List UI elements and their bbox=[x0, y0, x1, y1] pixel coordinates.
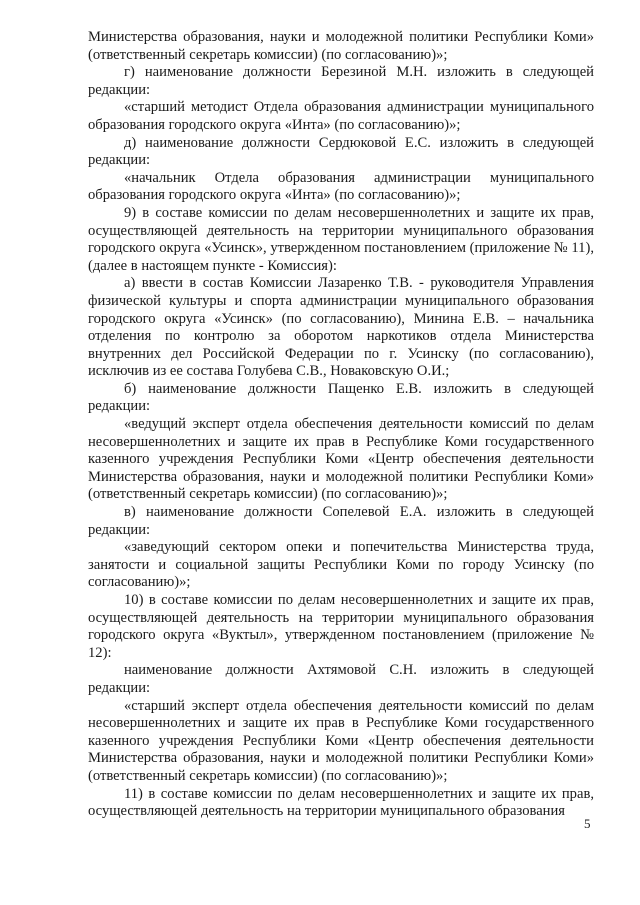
paragraph: в) наименование должности Сопелевой Е.А. изложить в следующей редакции: bbox=[88, 504, 594, 538]
paragraph: «ведущий эксперт отдела обеспечения деятельности комиссий по делам несовершеннолетних и защите их прав в Республике Коми государственного казенного учреждения Республики Коми «Центр обеспечения деятельности Министерства образования, науки и молодежной политики Республики Коми» (ответственный секретарь комиссии) (по согласованию)»; bbox=[88, 416, 594, 503]
paragraph: г) наименование должности Березиной М.Н. изложить в следующей редакции: bbox=[88, 64, 594, 98]
paragraph: «начальник Отдела образования администрации муниципального образования городского округа «Инта» (по согласованию)»; bbox=[88, 169, 594, 204]
paragraph: 10) в составе комиссии по делам несовершеннолетних и защите их прав, осуществляющей деятельность на территории муниципального образования городского округа «Вуктыл», утвержденном постановлением (приложение № 12): bbox=[88, 592, 594, 661]
paragraph: 11) в составе комиссии по делам несовершеннолетних и защите их прав, осуществляющей деятельность на территории муниципального образования bbox=[88, 785, 594, 820]
paragraph: наименование должности Ахтямовой С.Н. изложить в следующей редакции: bbox=[88, 662, 594, 696]
paragraph: б) наименование должности Пащенко Е.В. изложить в следующей редакции: bbox=[88, 380, 594, 415]
paragraph: а) ввести в состав Комиссии Лазаренко Т.В. - руководителя Управления физической культуры и спорта администрации муниципального образования городского округа «Усинск» (по согласованию), Минина Е.В. – начальника отделения по контролю за оборотом наркотиков отдела Министерства внутренних дел Российской Федерации по г. Усинску (по согласованию), исключив из ее состава Голубева С.В., Новаковскую О.И.; bbox=[88, 275, 594, 380]
paragraph: 9) в составе комиссии по делам несовершеннолетних и защите их прав, осуществляющей деятельность на территории муниципального образования городского округа «Усинск», утвержденном постановлением (приложение № 11), (далее в настоящем пункте - Комиссия): bbox=[88, 204, 594, 274]
page-number: 5 bbox=[584, 816, 591, 831]
paragraph: «заведующий сектором опеки и попечительства Министерства труда, занятости и социальной защиты Республики Коми по городу Усинску (по согласованию)»; bbox=[88, 539, 594, 591]
paragraph: «старший методист Отдела образования администрации муниципального образования городского округа «Инта» (по согласованию)»; bbox=[88, 99, 594, 133]
paragraph: д) наименование должности Сердюковой Е.С. изложить в следующей редакции: bbox=[88, 134, 594, 169]
paragraph: Министерства образования, науки и молодежной политики Республики Коми» (ответственный секретарь комиссии) (по согласованию)»; bbox=[88, 29, 594, 63]
paragraph: «старший эксперт отдела обеспечения деятельности комиссий по делам несовершеннолетних и защите их прав в Республике Коми государственного казенного учреждения Республики Коми «Центр обеспечения деятельности Министерства образования, науки и молодежной политики Республики Коми» (ответственный секретарь комиссии) (по согласованию)»; bbox=[88, 697, 594, 784]
document-body bbox=[88, 29, 594, 821]
